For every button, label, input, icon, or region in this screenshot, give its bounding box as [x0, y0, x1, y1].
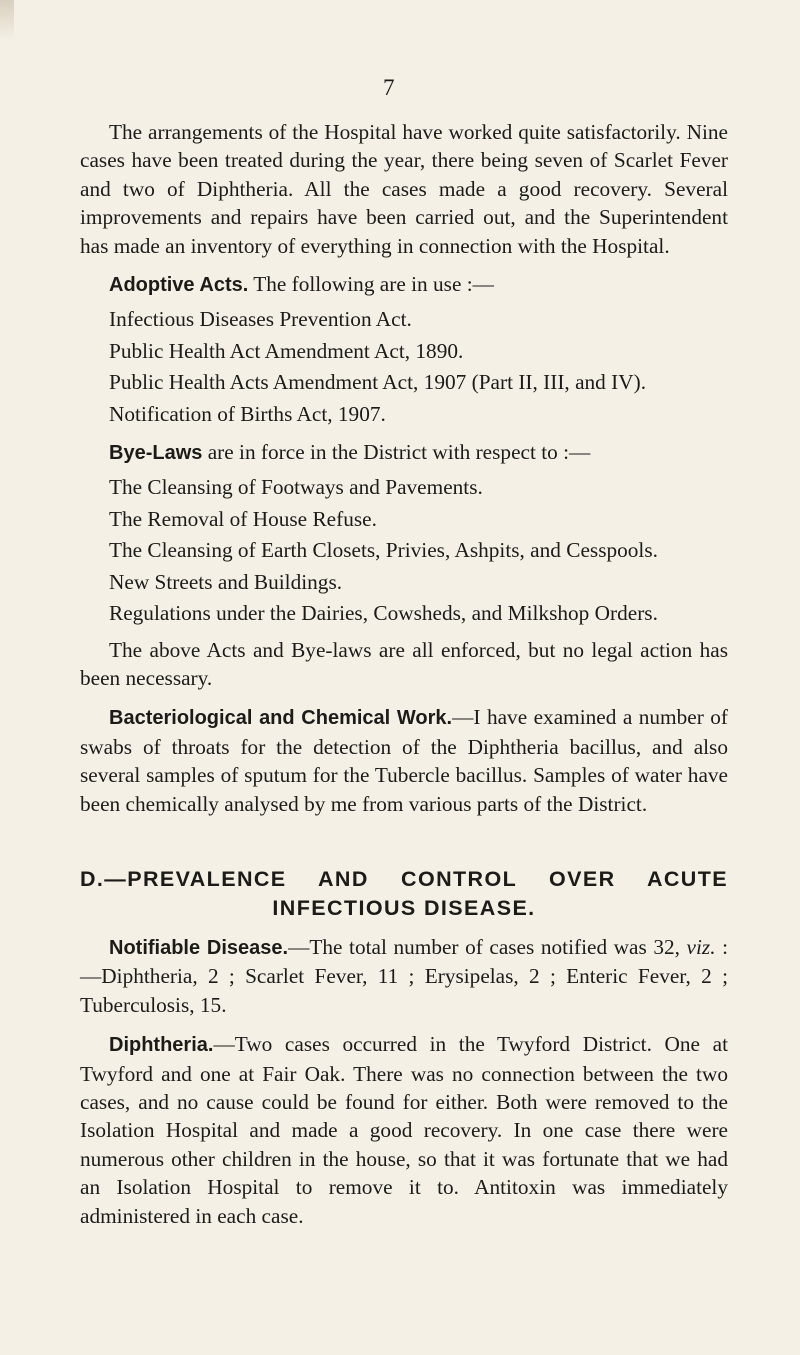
list-item: The Cleansing of Earth Closets, Privies, Ashpits, and Cesspools. — [109, 538, 658, 563]
bye-laws-section — [80, 438, 728, 692]
bacteriological-text: —I have examined a number of swabs of throats for the detection of the Diphtheria bacillus, and also several samples of sputum for the Tubercle bacillus. Samples of water have been chemically analysed by me from various parts of the District. — [80, 705, 728, 816]
notifiable-text-2: :—Diphtheria, 2 ; Scarlet Fever, 11 ; Erysipelas, 2 ; Enteric Fever, 2 ; Tuberculosis, 15. — [80, 934, 728, 1017]
list-item: New Streets and Buildings. — [109, 569, 343, 594]
notifiable-paragraph — [80, 933, 728, 1019]
bye-laws-closing: The above Acts and Bye-laws are all enforced, but no legal action has been necessary. — [80, 637, 728, 690]
adoptive-acts-lead — [80, 270, 728, 299]
list-item: Public Health Act Amendment Act, 1890. — [109, 338, 464, 363]
bye-laws-heading: Bye-Laws — [109, 442, 203, 465]
bacteriological-heading: Bacteriological and Chemical Work. — [109, 707, 453, 730]
bye-laws-lead-text: are in force in the District with respect to :— — [202, 440, 591, 465]
diphtheria-text: —Two cases occurred in the Twyford District. One at Twyford and one at Fair Oak. There was no connection between the two cases, and no cause could be found for either. Both were removed to the Isolation Hospital and made a good recovery. In one case there were numerous other children in the house, so that it was fortunate that we had an Isolation Hospital to remove it to. Antitoxin was immediately administered in each case. — [80, 1032, 728, 1228]
section-d-heading-line-1: D.—PREVALENCE AND CONTROL OVER ACUTE — [80, 866, 728, 891]
page-number: 7 — [383, 75, 395, 100]
diphtheria-heading: Diphtheria. — [109, 1034, 214, 1057]
section-d-heading — [80, 865, 728, 923]
adoptive-acts-heading: Adoptive Acts. — [109, 274, 249, 297]
list-item: Notification of Births Act, 1907. — [109, 401, 386, 426]
adoptive-acts-lead-text: The following are in use :— — [248, 272, 494, 297]
bacteriological-paragraph — [80, 703, 728, 818]
section-d-heading-line-2: INFECTIOUS DISEASE. — [272, 895, 536, 920]
page-edge-shadow — [0, 0, 14, 40]
bye-laws-lead — [80, 438, 728, 467]
list-item: Infectious Diseases Prevention Act. — [109, 307, 412, 332]
list-item: Regulations under the Dairies, Cowsheds, and Milkshop Orders. — [109, 601, 658, 626]
list-item: The Cleansing of Footways and Pavements. — [109, 475, 483, 500]
notifiable-text-1: —The total number of cases notified was 32, — [288, 934, 687, 959]
page-body — [80, 118, 728, 1230]
list-item: The Removal of House Refuse. — [109, 506, 377, 531]
list-item: Public Health Acts Amendment Act, 1907 (Part II, III, and IV). — [109, 370, 647, 395]
bye-laws-list — [80, 473, 728, 627]
adoptive-acts-section — [80, 270, 728, 428]
diphtheria-paragraph — [80, 1030, 728, 1230]
intro-paragraph: The arrangements of the Hospital have worked quite satisfactorily. Nine cases have been treated during the year, there being seven of Scarlet Fever and two of Diphtheria. All the cases made a good recovery. Several improvements and repairs have been carried out, and the Superintendent has made an inventory of everything in connection with the Hospital. — [80, 120, 728, 258]
notifiable-heading: Notifiable Disease. — [109, 936, 289, 959]
adoptive-acts-list — [80, 305, 728, 428]
notifiable-viz: viz. — [686, 934, 716, 959]
